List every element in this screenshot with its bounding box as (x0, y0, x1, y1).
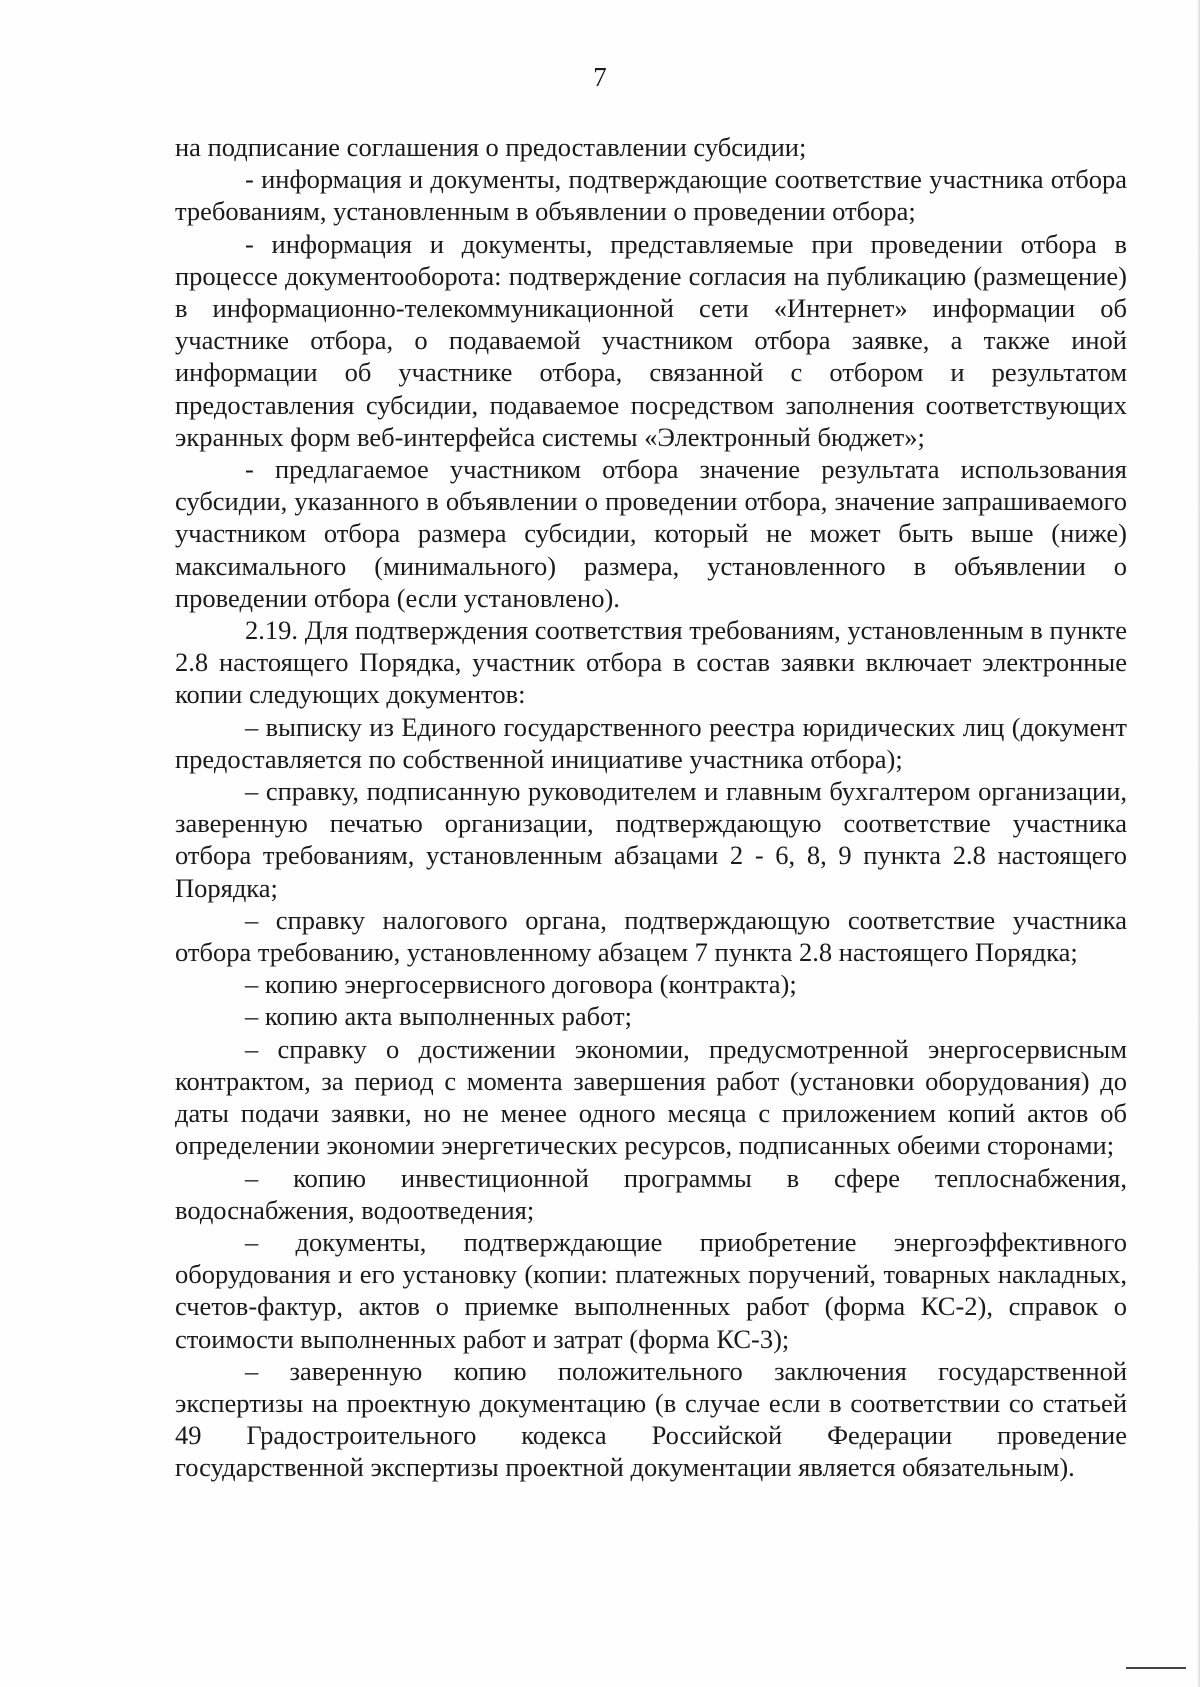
paragraph-9: – копию энергосервисного договора (контракта); (245, 969, 797, 1000)
paragraph-6: – выписку из Единого государственного реестра юридических лиц (документ предоставляется по собственной инициативе участника отбора); (175, 711, 1127, 774)
paragraph-12: – копию инвестиционной программы в сфере теплоснабжения, водоснабжения, водоотведения; (175, 1162, 1127, 1225)
paragraph-4: - предлагаемое участником отбора значение результата использования субсидии, указанного в объявлении о проведении отбора, значение запрашиваемого участником отбора размера субсидии, который не может быть выше (ниже) максимального (минимального) размера, установленного в объявлении о проведении отбора (если установлено). (175, 454, 1127, 613)
page-number: 7 (593, 62, 607, 92)
scan-mark (1126, 1667, 1186, 1669)
paragraph-5: 2.19. Для подтверждения соответствия требованиям, установленным в пункте 2.8 настоящего Порядка, участник отбора в состав заявки включает электронные копии следующих документов: (175, 615, 1127, 710)
paragraph-8: – справку налогового органа, подтверждающую соответствие участника отбора требованию, установленному абзацем 7 пункта 2.8 настоящего Порядка; (175, 904, 1127, 968)
paragraph-2: - информация и документы, подтверждающие соответствие участника отбора требованиям, установленным в объявлении о проведении отбора; (175, 164, 1127, 227)
paragraph-14: – заверенную копию положительного заключения государственной экспертизы на проектную документацию (в случае если в соответствии со статьей 49 Градостроительного кодекса Российской Федерации проведение государственной экспертизы проектной документации является обязательным). (175, 1355, 1127, 1483)
document-body (175, 131, 1127, 1484)
paragraph-7: – справку, подписанную руководителем и главным бухгалтером организации, заверенную печатью организации, подтверждающую соответствие участника отбора требованиям, установленным абзацами 2 - 6, 8, 9 пункта 2.8 настоящего Порядка; (175, 776, 1127, 903)
paragraph-1: на подписание соглашения о предоставлении субсидии; (175, 132, 807, 162)
paragraph-10: – копию акта выполненных работ; (245, 1001, 632, 1032)
paragraph-13: – документы, подтверждающие приобретение энергоэффективного оборудования и его установку (копии: платежных поручений, товарных накладных, счетов-фактур, актов о приемке выполненных работ (форма КС-2), справок о стоимости выполненных работ и затрат (форма КС-3); (175, 1226, 1127, 1354)
paragraph-3: - информация и документы, представляемые при проведении отбора в процессе документооборота: подтверждение согласия на публикацию (размещение) в информационно-телекоммуникационной сети «Интернет» информации об участнике отбора, о подаваемой участником отбора заявке, а также иной информации об участнике отбора, связанной с отбором и результатом предоставления субсидии, подаваемое посредством заполнения соответствующих экранных форм веб-интерфейса системы «Электронный бюджет»; (175, 228, 1127, 452)
paragraph-11: – справку о достижении экономии, предусмотренной энергосервисным контрактом, за период с момента завершения работ (установки оборудования) до даты подачи заявки, но не менее одного месяца с приложением копий актов об определении экономии энергетических ресурсов, подписанных обеими сторонами; (175, 1033, 1127, 1161)
